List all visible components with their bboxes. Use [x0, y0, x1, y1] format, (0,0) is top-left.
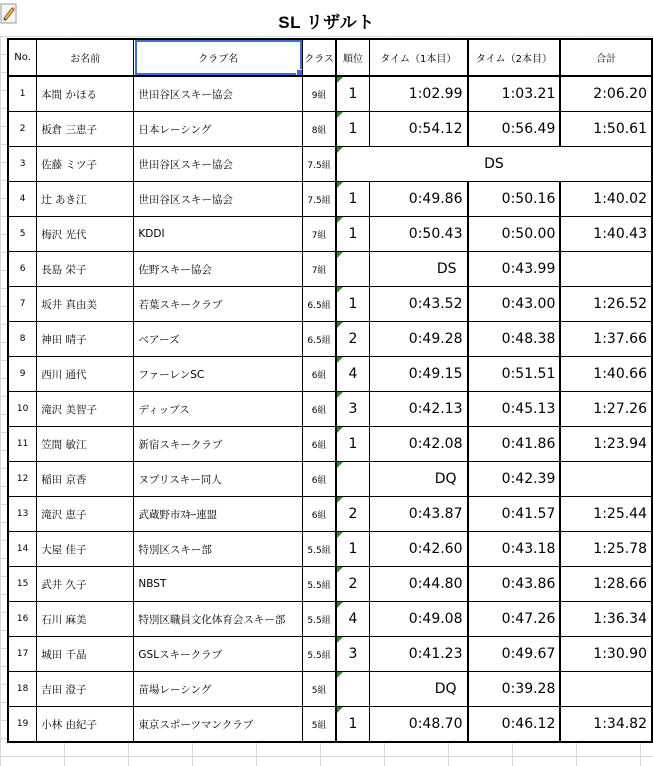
table-row	[8, 672, 652, 707]
table-row	[8, 357, 652, 392]
cell-time2[interactable]: 0:42.39	[468, 462, 561, 497]
cell-time2[interactable]: 0:46.12	[468, 707, 561, 743]
cell-time2[interactable]: 0:43.18	[468, 532, 561, 567]
cell-time1[interactable]: 0:42.08	[370, 427, 468, 462]
table-row	[8, 532, 652, 567]
cell-rank[interactable]: 3	[336, 392, 370, 427]
cell-name[interactable]: 吉田 澄子	[37, 672, 134, 707]
table-row	[8, 322, 652, 357]
cell-no[interactable]: 9	[8, 357, 37, 392]
table-row	[8, 707, 652, 743]
table-row	[8, 217, 652, 252]
cell-time1[interactable]: 0:49.15	[370, 357, 468, 392]
cell-club[interactable]: 武蔵野市ｽｷｰ連盟	[134, 497, 303, 532]
cell-rank[interactable]: 1	[336, 217, 370, 252]
cell-club[interactable]: 世田谷区スキー協会	[134, 76, 303, 112]
cell-rank[interactable]: 2	[336, 497, 370, 532]
cell-rank[interactable]	[336, 252, 370, 287]
table-row	[8, 427, 652, 462]
cell-rank[interactable]: 1	[336, 112, 370, 147]
cell-rank[interactable]: 1	[336, 427, 370, 462]
cell-no[interactable]: 10	[8, 392, 37, 427]
cell-name[interactable]: 板倉 三恵子	[37, 112, 134, 147]
comment-marker-icon	[337, 252, 343, 258]
cell-class[interactable]: 5組	[303, 707, 336, 743]
table-row	[8, 462, 652, 497]
cell-class[interactable]: 6.5組	[303, 322, 336, 357]
title-bar	[0, 0, 653, 36]
cell-class[interactable]: 6組	[303, 462, 336, 497]
cell-time2[interactable]: 1:03.21	[468, 76, 561, 112]
comment-marker-icon	[337, 567, 343, 573]
cell-name[interactable]: 西川 通代	[37, 357, 134, 392]
header-club-label: クラブ名	[198, 54, 239, 65]
cell-total[interactable]: 1:40.43	[560, 217, 652, 252]
cell-time2[interactable]: 0:45.13	[468, 392, 561, 427]
cell-no[interactable]: 15	[8, 567, 37, 602]
cell-rank[interactable]: 1	[336, 76, 370, 112]
cell-no[interactable]: 1	[8, 76, 37, 112]
cell-time1[interactable]: 0:44.80	[370, 567, 468, 602]
cell-club[interactable]: 若葉スキークラブ	[134, 287, 303, 322]
cell-total[interactable]: 1:28.66	[560, 567, 652, 602]
cell-no[interactable]: 3	[8, 147, 37, 182]
cell-time2[interactable]: 0:47.26	[468, 602, 561, 637]
cell-time1[interactable]: 0:43.52	[370, 287, 468, 322]
cell-total[interactable]: 1:37.66	[560, 322, 652, 357]
cell-total[interactable]: 1:30.90	[560, 637, 652, 672]
cell-total[interactable]: 1:25.78	[560, 532, 652, 567]
cell-total[interactable]: 2:06.20	[560, 76, 652, 112]
cell-name[interactable]: 滝沢 美智子	[37, 392, 134, 427]
cell-club[interactable]: 苗場レーシング	[134, 672, 303, 707]
header-total[interactable]: 合計	[560, 39, 652, 76]
cell-total[interactable]	[560, 672, 652, 707]
header-no[interactable]: No.	[8, 39, 37, 76]
cell-total[interactable]: 1:36.34	[560, 602, 652, 637]
cell-time2[interactable]: 0:43.00	[468, 287, 561, 322]
cell-name[interactable]: 本間 かほる	[37, 76, 134, 112]
cell-total[interactable]: 1:40.66	[560, 357, 652, 392]
cell-no[interactable]: 19	[8, 707, 37, 743]
cell-no[interactable]: 14	[8, 532, 37, 567]
cell-name[interactable]: 滝沢 恵子	[37, 497, 134, 532]
cell-time1[interactable]: 0:49.86	[370, 182, 468, 217]
cell-name[interactable]: 小林 由紀子	[37, 707, 134, 743]
cell-club[interactable]: NBST	[134, 567, 303, 602]
comment-marker-icon	[337, 672, 343, 678]
table-row	[8, 147, 652, 182]
cell-time1[interactable]: 0:43.87	[370, 497, 468, 532]
cell-club[interactable]: 世田谷区スキー協会	[134, 147, 303, 182]
table-row	[8, 287, 652, 322]
cell-total[interactable]: 1:25.44	[560, 497, 652, 532]
cell-total[interactable]: 1:34.82	[560, 707, 652, 743]
cell-time1[interactable]: 0:48.70	[370, 707, 468, 743]
cell-time2[interactable]: 0:43.99	[468, 252, 561, 287]
cell-time2[interactable]: 0:49.67	[468, 637, 561, 672]
cell-class[interactable]: 6組	[303, 357, 336, 392]
cell-total[interactable]: 1:50.61	[560, 112, 652, 147]
cell-class[interactable]: 5.5組	[303, 532, 336, 567]
comment-marker-icon	[337, 217, 343, 223]
cell-rank[interactable]: 1	[336, 707, 370, 743]
header-club[interactable]	[134, 39, 303, 76]
cell-name[interactable]: 梅沢 光代	[37, 217, 134, 252]
cell-time1[interactable]: 0:42.60	[370, 532, 468, 567]
cell-status[interactable]: DS	[336, 147, 652, 182]
cell-club[interactable]: 世田谷区スキー協会	[134, 182, 303, 217]
cell-time2[interactable]: 0:39.28	[468, 672, 561, 707]
cell-time1[interactable]: DQ	[370, 672, 468, 707]
cell-class[interactable]: 5.5組	[303, 602, 336, 637]
cell-no[interactable]: 11	[8, 427, 37, 462]
cell-rank[interactable]: 1	[336, 182, 370, 217]
header-row	[8, 39, 652, 76]
comment-marker-icon	[337, 392, 343, 398]
cell-club[interactable]: 東京スポーツマンクラブ	[134, 707, 303, 743]
comment-marker-icon	[337, 112, 343, 118]
cell-rank[interactable]: 2	[336, 567, 370, 602]
cell-no[interactable]: 4	[8, 182, 37, 217]
cell-time2[interactable]: 0:56.49	[468, 112, 561, 147]
cell-club[interactable]: ベアーズ	[134, 322, 303, 357]
comment-marker-icon	[337, 287, 343, 293]
cell-class[interactable]: 7組	[303, 217, 336, 252]
sheet-title: SL リザルト	[278, 13, 375, 32]
cell-time1[interactable]: 0:50.43	[370, 217, 468, 252]
cell-time1[interactable]: 0:49.28	[370, 322, 468, 357]
cell-club[interactable]: 日本レーシング	[134, 112, 303, 147]
table-row	[8, 112, 652, 147]
cell-no[interactable]: 13	[8, 497, 37, 532]
results-body	[8, 76, 652, 742]
cell-time1[interactable]: 0:49.08	[370, 602, 468, 637]
cell-club[interactable]: 特別区スキー部	[134, 532, 303, 567]
cell-class[interactable]: 5.5組	[303, 567, 336, 602]
table-row	[8, 392, 652, 427]
comment-marker-icon	[337, 532, 343, 538]
cell-class[interactable]: 7.5組	[303, 182, 336, 217]
cell-no[interactable]: 6	[8, 252, 37, 287]
cell-no[interactable]: 2	[8, 112, 37, 147]
cell-time1[interactable]: 0:54.12	[370, 112, 468, 147]
cell-no[interactable]: 5	[8, 217, 37, 252]
cell-club[interactable]: ファーレンSC	[134, 357, 303, 392]
cell-club[interactable]: 新宿スキークラブ	[134, 427, 303, 462]
cell-time1[interactable]: 0:42.13	[370, 392, 468, 427]
cell-total[interactable]	[560, 462, 652, 497]
header-time1[interactable]: タイム（1本目）	[370, 39, 468, 76]
header-name[interactable]: お名前	[37, 39, 134, 76]
cell-class[interactable]: 6組	[303, 392, 336, 427]
cell-time2[interactable]: 0:41.86	[468, 427, 561, 462]
cell-total[interactable]: 1:27.26	[560, 392, 652, 427]
cell-no[interactable]: 12	[8, 462, 37, 497]
cell-name[interactable]: 坂井 真由美	[37, 287, 134, 322]
cell-club[interactable]: KDDI	[134, 217, 303, 252]
cell-rank[interactable]	[336, 462, 370, 497]
cell-rank[interactable]: 4	[336, 357, 370, 392]
cell-class[interactable]: 8組	[303, 112, 336, 147]
cell-no[interactable]: 8	[8, 322, 37, 357]
cell-class[interactable]: 5.5組	[303, 637, 336, 672]
comment-marker-icon	[337, 707, 343, 713]
cell-class[interactable]: 5組	[303, 672, 336, 707]
table-row	[8, 76, 652, 112]
cell-time2[interactable]: 0:41.57	[468, 497, 561, 532]
cell-no[interactable]: 18	[8, 672, 37, 707]
cell-name[interactable]: 城田 千晶	[37, 637, 134, 672]
cell-class[interactable]: 6組	[303, 427, 336, 462]
cell-rank[interactable]: 1	[336, 532, 370, 567]
comment-marker-icon	[337, 147, 343, 153]
cell-class[interactable]: 7.5組	[303, 147, 336, 182]
cell-class[interactable]: 6組	[303, 497, 336, 532]
cell-time2[interactable]: 0:50.00	[468, 217, 561, 252]
cell-class[interactable]: 6.5組	[303, 287, 336, 322]
cell-name[interactable]: 稲田 京香	[37, 462, 134, 497]
cell-class[interactable]: 9組	[303, 76, 336, 112]
cell-rank[interactable]: 2	[336, 322, 370, 357]
cell-rank[interactable]	[336, 672, 370, 707]
cell-rank[interactable]: 1	[336, 287, 370, 322]
cell-no[interactable]: 17	[8, 637, 37, 672]
cell-name[interactable]: 佐藤 ミツ子	[37, 147, 134, 182]
cell-rank[interactable]: 3	[336, 637, 370, 672]
cell-total[interactable]: 1:26.52	[560, 287, 652, 322]
cell-time2[interactable]: 0:43.86	[468, 567, 561, 602]
cell-club[interactable]: 特別区職員文化体育会スキー部	[134, 602, 303, 637]
table-row	[8, 567, 652, 602]
cell-name[interactable]: 大屋 佳子	[37, 532, 134, 567]
cell-class[interactable]: 7組	[303, 252, 336, 287]
header-time2[interactable]: タイム（2本目）	[468, 39, 561, 76]
cell-time2[interactable]: 0:48.38	[468, 322, 561, 357]
cell-name[interactable]: 長島 栄子	[37, 252, 134, 287]
cell-time1[interactable]: 0:41.23	[370, 637, 468, 672]
cell-total[interactable]: 1:40.02	[560, 182, 652, 217]
table-row	[8, 637, 652, 672]
header-rank[interactable]: 順位	[336, 39, 370, 76]
cell-club[interactable]: ヌプリスキー同人	[134, 462, 303, 497]
comment-marker-icon	[337, 182, 343, 188]
cell-time1[interactable]: 1:02.99	[370, 76, 468, 112]
header-class[interactable]: クラス	[303, 39, 336, 76]
comment-marker-icon	[337, 637, 343, 643]
cell-name[interactable]: 神田 晴子	[37, 322, 134, 357]
cell-club[interactable]: 佐野スキー協会	[134, 252, 303, 287]
cell-name[interactable]: 笠間 敏江	[37, 427, 134, 462]
comment-marker-icon	[337, 497, 343, 503]
cell-rank[interactable]: 4	[336, 602, 370, 637]
cell-time1[interactable]: DS	[370, 252, 468, 287]
cell-name[interactable]: 武井 久子	[37, 567, 134, 602]
cell-no[interactable]: 16	[8, 602, 37, 637]
cell-total[interactable]	[560, 252, 652, 287]
cell-time2[interactable]: 0:50.16	[468, 182, 561, 217]
table-row	[8, 602, 652, 637]
comment-marker-icon	[337, 322, 343, 328]
cell-no[interactable]: 7	[8, 287, 37, 322]
comment-marker-icon	[337, 77, 343, 83]
comment-marker-icon	[337, 462, 343, 468]
results-table	[7, 38, 653, 743]
comment-marker-icon	[337, 357, 343, 363]
cell-name[interactable]: 石川 麻美	[37, 602, 134, 637]
table-row	[8, 497, 652, 532]
comment-marker-icon	[337, 602, 343, 608]
cell-time1[interactable]: DQ	[370, 462, 468, 497]
cell-total[interactable]: 1:23.94	[560, 427, 652, 462]
cell-name[interactable]: 辻 あき江	[37, 182, 134, 217]
cell-time2[interactable]: 0:51.51	[468, 357, 561, 392]
cell-club[interactable]: GSLスキークラブ	[134, 637, 303, 672]
table-row	[8, 252, 652, 287]
comment-marker-icon	[337, 427, 343, 433]
table-row	[8, 182, 652, 217]
cell-club[interactable]: ディップス	[134, 392, 303, 427]
